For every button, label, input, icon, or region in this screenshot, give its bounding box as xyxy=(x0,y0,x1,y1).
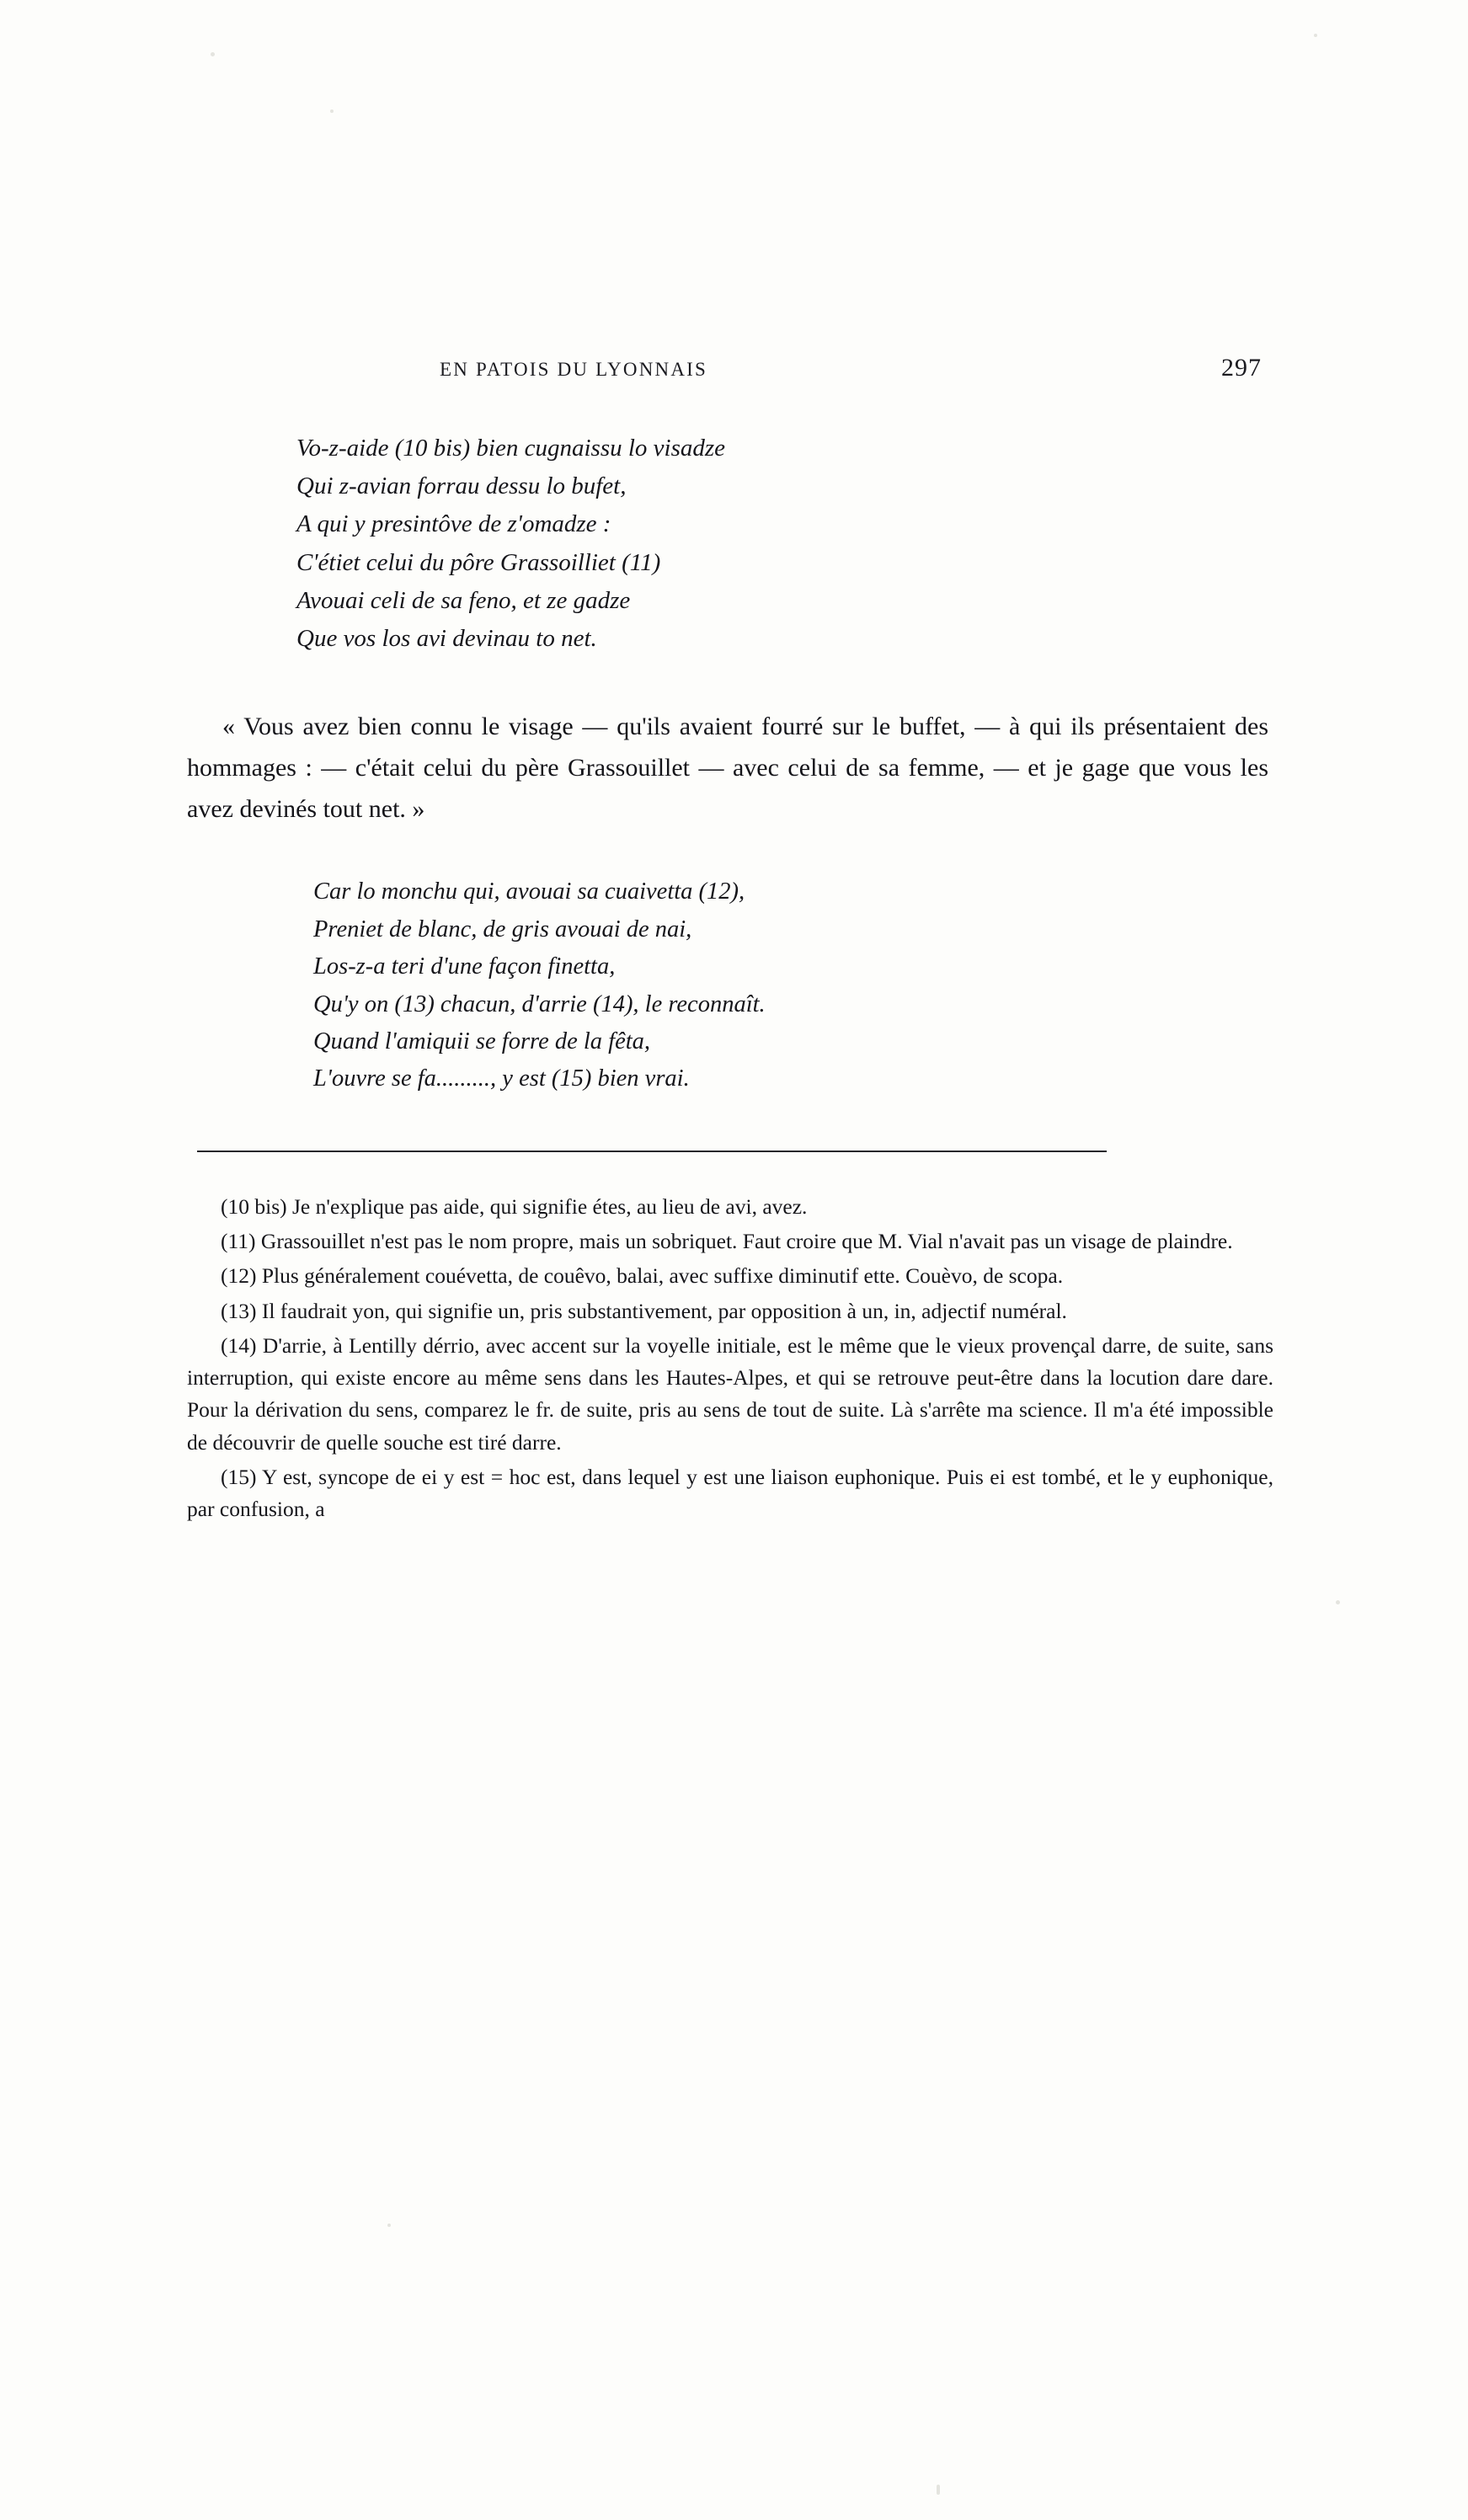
verse-line: Qui z-avian forrau dessu lo bufet, xyxy=(296,472,627,500)
verse-block-first xyxy=(187,430,1282,658)
scan-speck xyxy=(1336,1600,1340,1604)
verse-line: Que vos los avi devinau to net. xyxy=(296,625,597,653)
translation-text: « Vous avez bien connu le visage — qu'ils avaient fourré sur le buffet, — à qui ils présentaient des hommages : — c'était celui du père Grassouillet — avec celui de sa femme, — et je gage que vous les avez devinés tout net. » xyxy=(187,713,1268,823)
scan-speck xyxy=(387,2224,391,2227)
footnote-text: (12) Plus généralement couévetta, de couêvo, balai, avec suffixe diminutif ette. Couèvo, de scopa. xyxy=(221,1263,1064,1289)
verse-line: Qu'y on (13) chacun, d'arrie (14), le reconnaît. xyxy=(313,990,766,1017)
verse-block-second xyxy=(187,873,1282,1098)
footnote-item xyxy=(187,1295,1273,1327)
verse-line: Avouai celi de sa feno, et ze gadze xyxy=(296,586,631,614)
verse-line: A qui y presintôve de z'omadze : xyxy=(296,510,611,538)
footnote-separator-rule xyxy=(197,1151,1107,1152)
verse-line: L'ouvre se fa........., y est (15) bien vrai. xyxy=(313,1065,690,1092)
footnote-item xyxy=(187,1191,1273,1223)
footnote-text: (15) Y est, syncope de ei y est = hoc est, dans lequel y est une liaison euphonique. Puis ei est tombé, et le y euphonique, par confusion, a xyxy=(187,1464,1273,1522)
footnote-item xyxy=(187,1225,1273,1257)
verse-line: C'étiet celui du pôre Grassoilliet (11) xyxy=(296,548,661,576)
footnote-text: (13) Il faudrait yon, qui signifie un, pris substantivement, par opposition à un, in, adjectif numéral. xyxy=(221,1298,1067,1323)
page-content xyxy=(187,354,1282,1528)
page-number: 297 xyxy=(1221,354,1262,382)
footnotes-section xyxy=(187,1191,1282,1526)
running-title: EN PATOIS DU LYONNAIS xyxy=(440,359,708,380)
translation-paragraph xyxy=(187,707,1282,830)
footnote-item xyxy=(187,1330,1273,1459)
verse-line: Vo-z-aide (10 bis) bien cugnaissu lo visadze xyxy=(296,435,726,462)
footnote-item xyxy=(187,1260,1273,1292)
scan-speck xyxy=(1314,34,1317,37)
verse-line: Preniet de blanc, de gris avouai de nai, xyxy=(313,916,692,942)
scan-speck xyxy=(937,2485,940,2495)
footnote-text: (11) Grassouillet n'est pas le nom propre, mais un sobriquet. Faut croire que M. Vial n'avait pas un visage de plaindre. xyxy=(221,1229,1233,1254)
verse-line: Car lo monchu qui, avouai sa cuaivetta (12), xyxy=(313,878,745,905)
verse-line: Quand l'amiquii se forre de la fêta, xyxy=(313,1028,651,1054)
footnote-item xyxy=(187,1461,1273,1526)
running-head xyxy=(187,354,1282,382)
scan-speck xyxy=(330,109,334,113)
verse-line: Los-z-a teri d'une façon finetta, xyxy=(313,953,616,980)
scan-speck xyxy=(211,52,215,56)
footnote-text: (10 bis) Je n'explique pas aide, qui signifie étes, au lieu de avi, avez. xyxy=(221,1193,808,1219)
footnote-text: (14) D'arrie, à Lentilly dérrio, avec accent sur la voyelle initiale, est le même que le vieux provençal darre, de suite, sans interruption, qui existe encore au même sens dans les Hautes-Alpes, et qui se retrouve peut-être dans la locution dare dare. Pour la dérivation du sens, comparez le fr. de suite, pris au sens de tout de suite. Là s'arrête ma science. Il m'a été impossible de découvrir de quelle souche est tiré darre. xyxy=(187,1332,1273,1455)
